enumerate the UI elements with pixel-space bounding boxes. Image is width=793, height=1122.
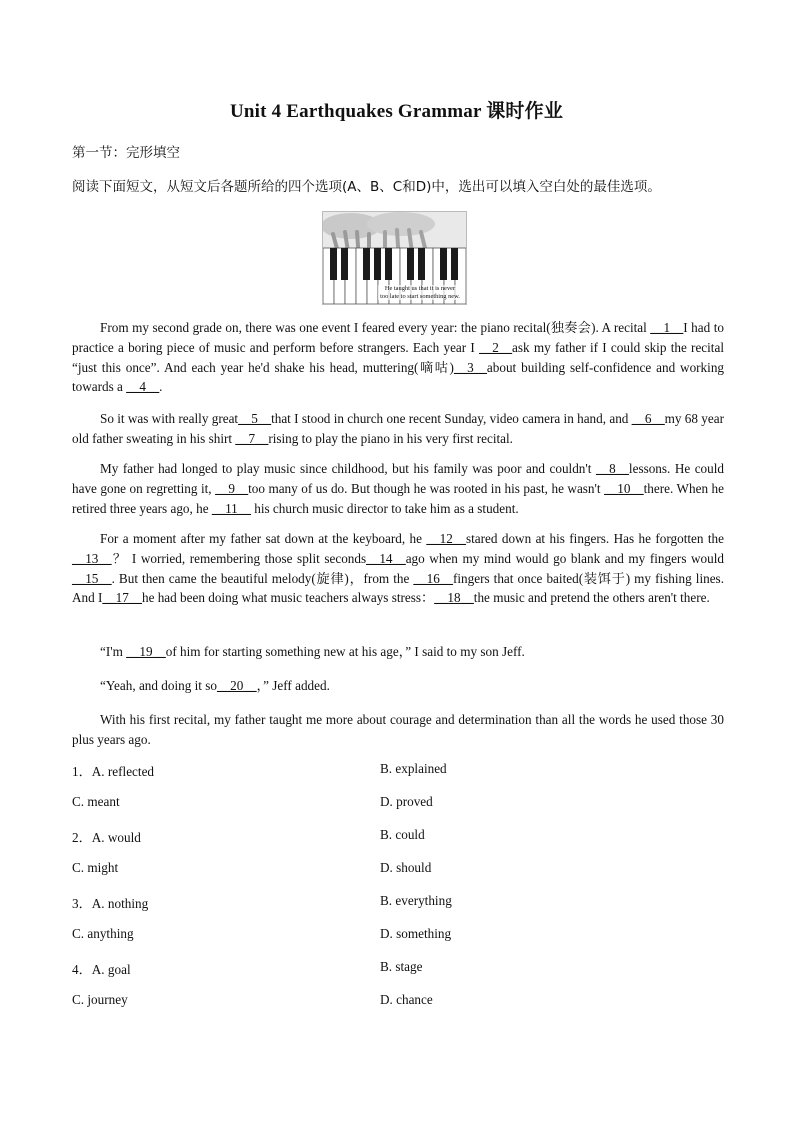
blank-13: __13__ bbox=[72, 550, 112, 566]
passage-paragraph-2: So it was with really great__5__that I stood in church one recent Sunday, video camera in hand, and __6__my 68 year old father sweating in his shirt __7__rising to play the piano in his very first recital. bbox=[72, 409, 724, 449]
option-row bbox=[72, 992, 724, 1025]
blank-7: __7__ bbox=[235, 430, 269, 446]
option-left: 1．A. reflected bbox=[72, 764, 155, 779]
blank-3: __3__ bbox=[453, 359, 487, 375]
instruction-text: 阅读下面短文，从短文后各题所给的四个选项(A、B、C和D)中，选出可以填入空白处的最佳选项。 bbox=[72, 179, 661, 195]
option-right: B. could bbox=[380, 827, 425, 842]
caption-line-2: too late to start something new. bbox=[380, 292, 460, 300]
passage-paragraph-6: “Yeah, and doing it so__20__，” Jeff added. bbox=[72, 676, 724, 696]
blank-16: __16__ bbox=[413, 570, 453, 586]
option-left: 3．A. nothing bbox=[72, 896, 149, 911]
blank-6: __6__ bbox=[631, 411, 665, 426]
section-label: 第一节：完形填空 bbox=[72, 145, 180, 161]
blank-18: __18__ bbox=[434, 590, 474, 606]
page-title: Unit 4 Earthquakes Grammar 课时作业 bbox=[229, 101, 564, 122]
option-left: C. anything bbox=[72, 926, 134, 941]
passage-paragraph-3: My father had longed to play music since childhood, but his family was poor and couldn't __8__lessons. He could have gone on regretting it, __9__too many of us do. But though he was rooted in his past, he wasn't __10__there. When he retired three years ago, he __11__ his church music director to take him as a student. bbox=[72, 459, 724, 518]
option-right: D. should bbox=[380, 860, 432, 875]
option-row bbox=[72, 926, 724, 959]
blank-9: __9__ bbox=[215, 480, 249, 496]
option-left: 4．A. goal bbox=[72, 962, 131, 977]
option-row bbox=[72, 794, 724, 827]
option-right: B. everything bbox=[380, 893, 452, 908]
blank-11: __11__ bbox=[211, 500, 251, 516]
blank-8: __8__ bbox=[595, 461, 629, 476]
blank-20: __20__ bbox=[216, 678, 257, 693]
blank-17: __17__ bbox=[102, 590, 142, 606]
answer-options bbox=[72, 761, 724, 1025]
option-right: D. proved bbox=[380, 794, 433, 809]
blank-1: __1__ bbox=[650, 320, 684, 335]
caption-line-1: He taught us that it is never bbox=[384, 285, 456, 292]
passage-paragraph-7: With his first recital, my father taught me more about courage and determination than all the words he used those 30 plus years ago. bbox=[72, 712, 724, 747]
option-row bbox=[72, 893, 724, 926]
option-right: B. explained bbox=[380, 761, 447, 776]
piano-hands-image bbox=[322, 211, 467, 305]
option-right: D. something bbox=[380, 926, 452, 941]
option-row bbox=[72, 761, 724, 794]
blank-5: __5__ bbox=[238, 411, 272, 426]
option-row bbox=[72, 827, 724, 860]
image-caption bbox=[378, 285, 462, 300]
option-left: C. might bbox=[72, 860, 119, 875]
blank-10: __10__ bbox=[604, 480, 644, 496]
blank-12: __12__ bbox=[426, 531, 466, 546]
blank-19: __19__ bbox=[126, 644, 166, 659]
blank-4: __4__ bbox=[126, 379, 160, 395]
option-left: C. journey bbox=[72, 992, 128, 1007]
passage-paragraph-4: For a moment after my father sat down at the keyboard, he __12__stared down at his fingers. Has he forgotten the __13__？ I worried, remembering those split seconds__14__ago when my mind would go blank and my fingers would __15__. But then came the beautiful melody(旋律)，from the __16__fingers that once baited(装饵于) my fishing lines. And I__17__he had been doing what music teachers always stress：__18__the music and pretend the others aren't there. bbox=[72, 529, 724, 608]
option-row bbox=[72, 959, 724, 992]
option-right: D. chance bbox=[380, 992, 433, 1007]
option-row bbox=[72, 860, 724, 893]
option-left: 2．A. would bbox=[72, 830, 141, 845]
passage-paragraph-1: From my second grade on, there was one event I feared every year: the piano recital(独奏会). A recital __1__I had to practice a boring piece of music and perform before strangers. Each year I __2__ask my father if I could skip the recital “just this once”. And each year he'd shake his head, muttering(嘀咕)__3__about building self-confidence and working towards a __4__. bbox=[72, 318, 724, 397]
option-left: C. meant bbox=[72, 794, 120, 809]
option-right: B. stage bbox=[380, 959, 423, 974]
blank-15: __15__ bbox=[72, 570, 112, 586]
blank-14: __14__ bbox=[366, 550, 406, 566]
blank-2: __2__ bbox=[479, 339, 513, 355]
passage-paragraph-5: “I'm __19__of him for starting something new at his age，” I said to my son Jeff. bbox=[72, 642, 724, 662]
